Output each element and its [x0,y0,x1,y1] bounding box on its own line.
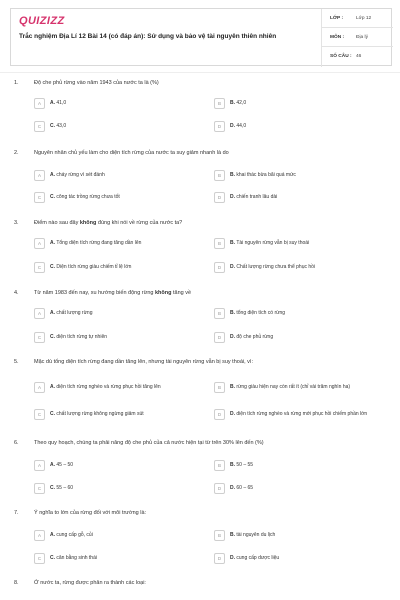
option-key: A [34,170,45,181]
option-letter: D. [230,411,235,417]
option-a[interactable] [34,379,204,395]
option-letter: B. [230,310,235,316]
option-letter: A. [50,310,55,316]
option-text: 50 – 55 [236,462,254,468]
question-text: Độ che phủ rừng vào năm 1943 của nước ta là (%) [34,80,159,86]
option-letter: A. [50,384,55,390]
option-letter: A. [50,240,55,246]
option-d[interactable] [214,550,384,566]
option-key: D [214,409,225,420]
option-text: 41,0 [56,100,67,106]
option-key: C [34,121,45,132]
option-letter: B. [230,240,235,246]
option-letter: C. [50,411,55,417]
quizizz-logo: QUIZIZZ [19,15,65,27]
option-c[interactable] [34,118,204,134]
option-key: A [34,382,45,393]
meta-class-value: Lớp 12 [356,15,372,21]
option-b[interactable] [214,95,384,111]
option-key: A [34,238,45,249]
meta-class-row [322,9,393,28]
option-d[interactable] [214,189,384,205]
option-key: D [214,483,225,494]
option-letter: A. [50,462,55,468]
option-letter: C. [50,123,55,129]
question-number: 3. [14,220,19,226]
option-text: rừng giàu hiện nay còn rất ít (chỉ vài trăm nghìn ha) [236,384,351,390]
option-text: Diện tích rừng giàu chiếm tỉ lệ lớn [56,264,132,270]
option-text: 60 – 65 [236,485,254,491]
option-text: Tài nguyên rừng vẫn bị suy thoái [236,240,310,246]
meta-class-label: LỚP : [330,15,344,21]
option-key: C [34,553,45,564]
option-text: 43,0 [56,123,67,129]
option-key: B [214,170,225,181]
option-key: C [34,262,45,273]
question-number: 2. [14,150,19,156]
option-key: A [34,530,45,541]
option-c[interactable] [34,189,204,205]
option-letter: B. [230,384,235,390]
option-letter: C. [50,485,55,491]
option-letter: B. [230,532,235,538]
option-key: C [34,332,45,343]
option-text: 42,0 [236,100,247,106]
option-b[interactable] [214,167,384,183]
option-d[interactable] [214,406,390,422]
question-text: Ở nước ta, rừng được phân ra thành các loại: [34,580,146,586]
worksheet-meta [321,9,393,67]
option-c[interactable] [34,259,204,275]
option-letter: C. [50,264,55,270]
option-letter: A. [50,100,55,106]
option-text: diện tích rừng nghèo và rừng phục hồi tăng lên [56,384,161,390]
option-key: B [214,382,225,393]
meta-subject-value: Địa lý [356,34,368,40]
option-a[interactable] [34,235,204,251]
option-d[interactable] [214,480,384,496]
option-text: cung cấp dược liệu [236,555,280,561]
option-text: tài nguyên du lịch [236,532,276,538]
option-c[interactable] [34,550,204,566]
option-key: B [214,238,225,249]
option-text: cung cấp gỗ, củi [56,532,93,538]
worksheet-header [10,8,392,66]
option-text: công tác trồng rừng chưa tốt [56,194,120,200]
option-text: cân bằng sinh thái [56,555,97,561]
question-number: 7. [14,510,19,516]
option-letter: C. [50,555,55,561]
worksheet-title: Trắc nghiệm Địa Lí 12 Bài 14 (có đáp án): Sử dụng và bảo vệ tài nguyên thiên nhiên [19,33,277,40]
option-key: D [214,262,225,273]
question-text: Nguyên nhân chủ yếu làm cho diện tích rừng của nước ta suy giảm nhanh là do [34,150,229,156]
option-a[interactable] [34,457,204,473]
meta-subject-row [322,28,393,47]
option-letter: D. [230,485,235,491]
option-text: diện tích rừng nghèo và rừng mới phục hồi chiếm phần lớn [236,411,368,417]
option-b[interactable] [214,305,384,321]
option-c[interactable] [34,480,204,496]
question-text: Mặc dù tổng diện tích rừng đang dần tăng lên, nhưng tài nguyên rừng vẫn bị suy thoái, vì: [34,359,253,365]
option-key: A [34,460,45,471]
option-b[interactable] [214,527,384,543]
option-letter: B. [230,172,235,178]
option-letter: C. [50,334,55,340]
header-divider [0,72,400,73]
option-text: chiến tranh lâu dài [236,194,278,200]
option-text: tổng diện tích có rừng [236,310,286,316]
emphasis-text: không [79,220,97,226]
option-text: Tổng diện tích rừng đang tăng dần lên [56,240,142,246]
option-text: chất lượng rừng [56,310,93,316]
option-letter: D. [230,555,235,561]
option-key: D [214,332,225,343]
option-letter: D. [230,334,235,340]
emphasis-text: không [154,290,172,296]
question-number: 1. [14,80,19,86]
option-letter: A. [50,172,55,178]
option-key: C [34,409,45,420]
option-text: 45 – 50 [56,462,74,468]
option-text: cháy rừng vì sét đánh [56,172,105,178]
option-text: 44,0 [236,123,247,129]
question-number: 8. [14,580,19,586]
option-letter: D. [230,264,235,270]
option-text: độ che phủ rừng [236,334,274,340]
option-key: C [34,483,45,494]
option-a[interactable] [34,95,204,111]
question-text: Điểm nào sau đây không đúng khi nói về rừng của nước ta? [34,220,183,226]
option-letter: A. [50,532,55,538]
question-text: Theo quy hoạch, chúng ta phải nâng độ che phủ của cả nước hiện tại từ trên 30% lên đến (%) [34,440,264,446]
option-key: C [34,192,45,203]
option-letter: B. [230,462,235,468]
option-text: diện tích rừng tự nhiên [56,334,108,340]
option-a[interactable] [34,305,204,321]
option-b[interactable] [214,235,384,251]
option-text: Chất lượng rừng chưa thể phục hồi [236,264,316,270]
option-text: khai thác bừa bãi quá mức [236,172,296,178]
option-letter: D. [230,123,235,129]
option-key: B [214,308,225,319]
option-a[interactable] [34,167,204,183]
meta-count-value: 46 [356,54,362,59]
option-letter: D. [230,194,235,200]
option-key: A [34,98,45,109]
option-d[interactable] [214,259,384,275]
option-key: B [214,98,225,109]
question-number: 6. [14,440,19,446]
option-d[interactable] [214,329,384,345]
option-d[interactable] [214,118,384,134]
option-c[interactable] [34,329,204,345]
option-key: B [214,460,225,471]
option-text: 55 – 60 [56,485,74,491]
option-key: B [214,530,225,541]
option-key: D [214,192,225,203]
option-b[interactable] [214,457,384,473]
option-a[interactable] [34,527,204,543]
question-text: Từ năm 1983 đến nay, xu hướng biến động rừng không tăng về [34,290,192,296]
question-text: Ý nghĩa to lớn của rừng đối với môi trường là: [34,510,147,516]
option-key: A [34,308,45,319]
option-key: D [214,553,225,564]
option-c[interactable] [34,406,204,422]
option-key: D [214,121,225,132]
option-letter: C. [50,194,55,200]
question-number: 4. [14,290,19,296]
option-letter: B. [230,100,235,106]
option-text: chất lượng rừng không ngừng giảm sút [56,411,144,417]
meta-count-label: SỐ CÂU : [330,54,352,59]
meta-subject-label: MÔN : [330,34,345,40]
meta-count-row [322,47,393,66]
option-b[interactable] [214,379,390,395]
question-number: 5. [14,359,19,365]
